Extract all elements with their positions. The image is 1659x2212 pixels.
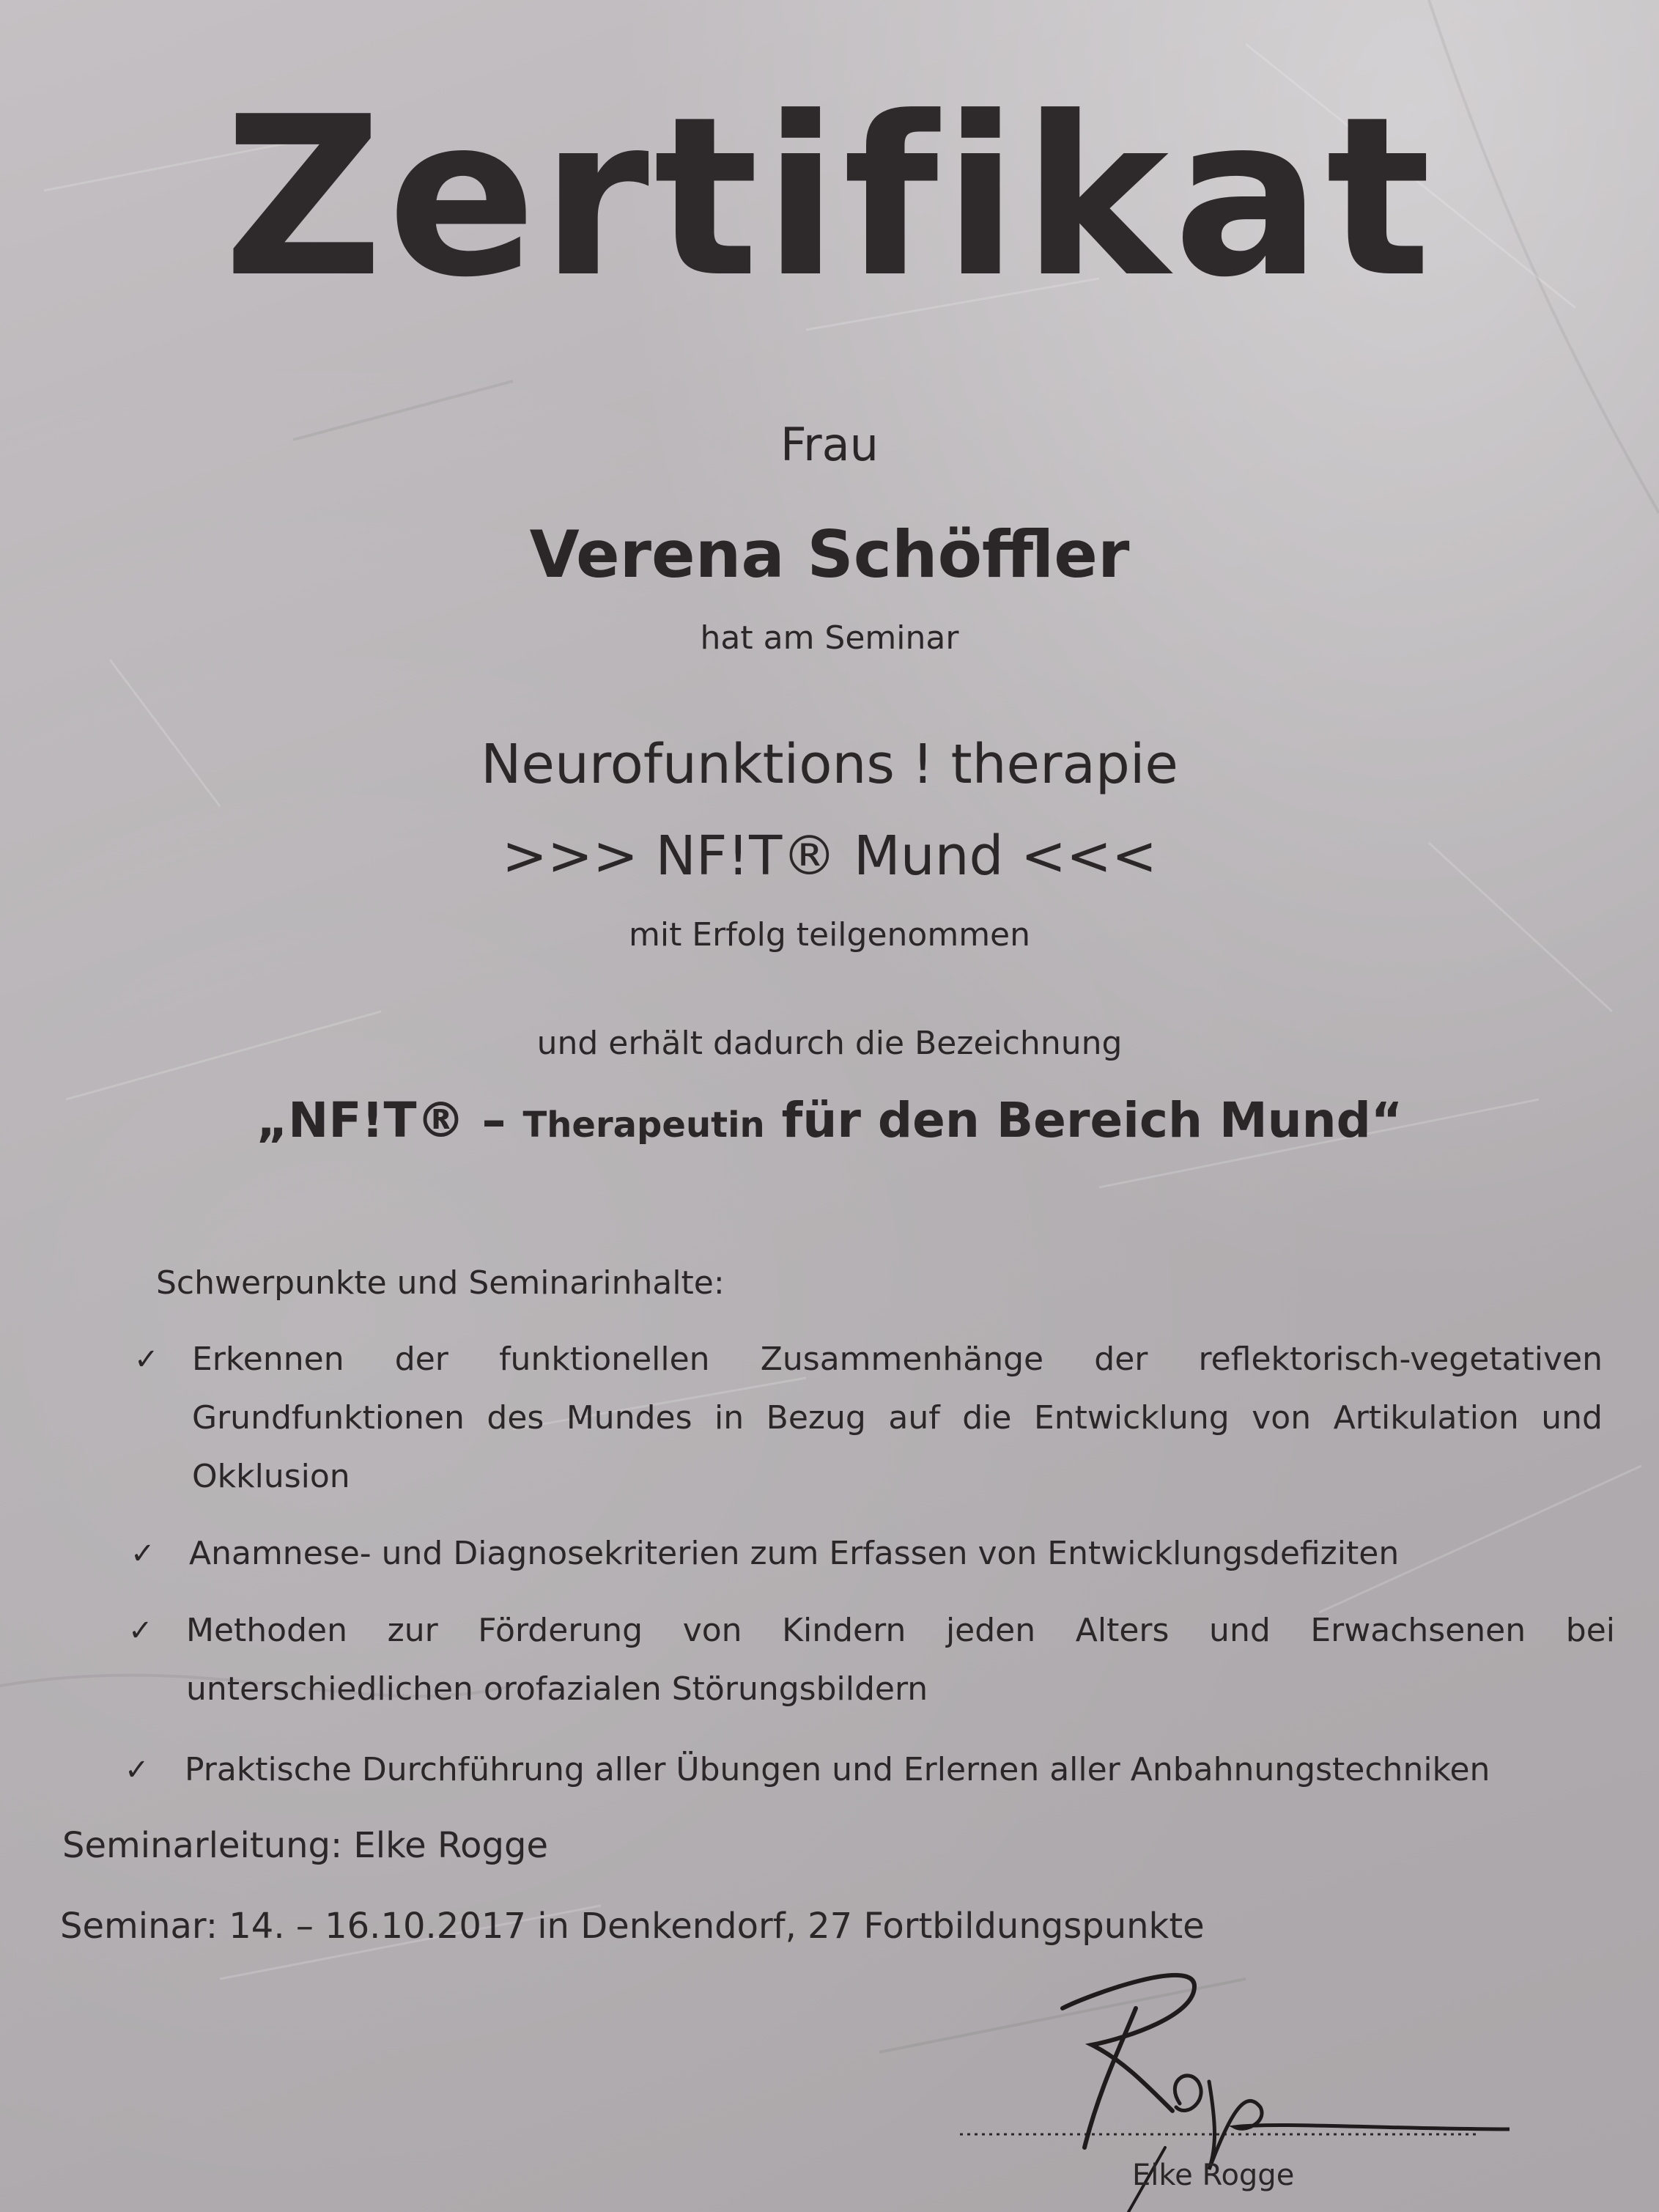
checkmark-icon: ✓ (130, 1537, 155, 1571)
result-text: mit Erfolg teilgenommen (628, 916, 1031, 954)
designation-part3: für den Bereich Mund“ (764, 1092, 1403, 1149)
designation-part1: „NF!T® – (256, 1092, 523, 1149)
designation-part2: Therapeutin (522, 1105, 765, 1146)
checkmark-icon: ✓ (134, 1343, 159, 1376)
topic-text: Erkennen der funktionellen Zusammenhänge der reflektorisch-vegetativen Grundfunktionen des Mundes in Bezug auf die Entwicklung von Artikulation und Okklusion (192, 1341, 1603, 1495)
designation (0, 1092, 1659, 1149)
course-code: >>> NF!T® Mund <<< (502, 825, 1157, 888)
signer-name: Elke Rogge (1132, 2158, 1295, 2192)
certificate-title: Zertifikat (223, 70, 1436, 325)
seminar-details: Seminar: 14. – 16.10.2017 in Denkendorf, 27 Fortbildungspunkte (60, 1906, 1205, 1947)
salutation: Frau (780, 418, 879, 471)
topic-text: Anamnese- und Diagnosekriterien zum Erfassen von Entwicklungsdefiziten (189, 1535, 1400, 1572)
course-name: Neurofunktions ! therapie (481, 733, 1178, 796)
checkmark-icon: ✓ (125, 1753, 149, 1787)
conferral-text: und erhält dadurch die Bezeichnung (536, 1025, 1123, 1062)
topic-text: Methoden zur Förderung von Kindern jeden Alters und Erwachsenen bei unterschiedlichen orofazialen Störungsbildern (186, 1612, 1615, 1708)
checkmark-icon: ✓ (128, 1614, 153, 1648)
topics-heading: Schwerpunkte und Seminarinhalte: (156, 1264, 725, 1302)
signature-flourish (1175, 2076, 1510, 2169)
intro-text: hat am Seminar (700, 619, 959, 657)
topic-text: Praktische Durchführung aller Übungen und Erlernen aller Anbahnungstechniken (185, 1751, 1490, 1788)
seminar-leader: Seminarleitung: Elke Rogge (62, 1825, 548, 1866)
signature-mark (1063, 1975, 1194, 2148)
participant-name: Verena Schöffler (529, 517, 1130, 592)
